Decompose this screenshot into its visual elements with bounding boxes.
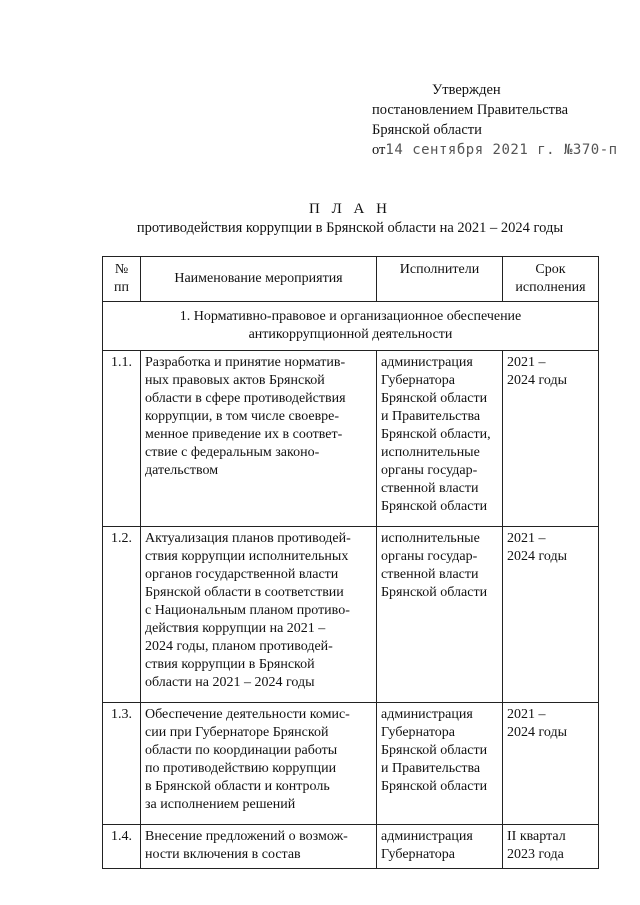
- document-title-block: [100, 200, 600, 238]
- row-number: [103, 825, 141, 869]
- row-activity-line: коррупции, в том числе своевре-: [145, 409, 340, 424]
- row-activity-line: в Брянской области и контроль: [145, 779, 330, 794]
- row-executors: [377, 527, 503, 703]
- row-number-line: 1.3.: [111, 707, 132, 722]
- row-term: [503, 527, 599, 703]
- row-executors-line: Губернатора: [381, 373, 456, 388]
- row-executors-line: Губернатора: [381, 725, 456, 740]
- approval-line-decree: постановлением Правительства: [372, 102, 569, 118]
- approval-date-stamp: 14 сентября 2021 г. №370-п: [385, 142, 618, 158]
- row-number: [103, 703, 141, 825]
- row-activity-line: ствия коррупции исполнительных: [145, 549, 349, 564]
- row-executors-line: Брянской области,: [381, 427, 491, 442]
- row-number-line: 1.2.: [111, 531, 132, 546]
- approval-line-date: [372, 140, 618, 160]
- row-executors-line: Брянской области: [381, 585, 488, 600]
- row-number-line: 1.1.: [111, 355, 132, 370]
- approval-line-region: Брянской области: [372, 122, 482, 138]
- row-executors-line: ственной власти: [381, 481, 479, 496]
- row-activity-line: по противодействию коррупции: [145, 761, 337, 776]
- row-activity-line: ных правовых актов Брянской: [145, 373, 325, 388]
- section-heading-line1: 1. Нормативно-правовое и организационное обеспечение: [179, 309, 522, 324]
- header-num: [103, 257, 141, 302]
- table-row: [103, 527, 599, 703]
- table-row: [103, 703, 599, 825]
- row-executors-line: администрация: [381, 829, 473, 844]
- row-activity-line: менное приведение их в соответ-: [145, 427, 343, 442]
- row-number: [103, 527, 141, 703]
- header-executors: Исполнители: [377, 257, 503, 302]
- row-term-line: 2024 годы: [507, 549, 568, 564]
- row-executors: [377, 825, 503, 869]
- row-activity: [141, 527, 377, 703]
- row-executors-line: Губернатора: [381, 847, 456, 862]
- row-activity-line: действия коррупции на 2021 –: [145, 621, 326, 636]
- row-term: [503, 351, 599, 527]
- header-term-line2: исполнения: [515, 280, 586, 295]
- header-num-line1: №: [114, 262, 129, 277]
- row-activity-line: Брянской области в соответствии: [145, 585, 344, 600]
- row-executors-line: Брянской области: [381, 743, 488, 758]
- row-executors-line: ственной власти: [381, 567, 479, 582]
- header-term-line1: Срок: [535, 262, 566, 277]
- row-term-line: 2024 годы: [507, 373, 568, 388]
- section-heading: [103, 302, 599, 351]
- approval-title: Утвержден: [432, 82, 501, 98]
- row-activity-line: дательством: [145, 463, 219, 478]
- row-number-line: 1.4.: [111, 829, 132, 844]
- row-activity-line: ствия коррупции в Брянской: [145, 657, 315, 672]
- row-executors: [377, 703, 503, 825]
- row-activity-line: с Национальным планом противо-: [145, 603, 350, 618]
- table-row: [103, 351, 599, 527]
- row-activity-line: Разработка и принятие норматив-: [145, 355, 346, 370]
- row-activity-line: области по координации работы: [145, 743, 338, 758]
- row-term: [503, 703, 599, 825]
- header-term: [503, 257, 599, 302]
- row-activity-line: области в сфере противодействия: [145, 391, 346, 406]
- row-activity-line: ности включения в состав: [145, 847, 301, 862]
- row-activity-line: ствие с федеральным законо-: [145, 445, 320, 460]
- document-subtitle: противодействия коррупции в Брянской области на 2021 – 2024 годы: [136, 220, 564, 236]
- table-row: [103, 825, 599, 869]
- row-term-line: 2021 –: [507, 707, 546, 722]
- row-activity-line: Внесение предложений о возмож-: [145, 829, 348, 844]
- row-executors-line: исполнительные: [381, 445, 480, 460]
- section-heading-line2: антикоррупционной деятельности: [248, 327, 453, 342]
- row-executors-line: Брянской области: [381, 499, 488, 514]
- approval-date-prefix: от: [372, 142, 386, 158]
- row-term-line: 2021 –: [507, 531, 546, 546]
- approval-block: [372, 80, 618, 160]
- table-header-row: [103, 257, 599, 302]
- row-activity-line: 2024 годы, планом противодей-: [145, 639, 333, 654]
- row-activity-line: области на 2021 – 2024 годы: [145, 675, 315, 690]
- row-executors-line: Брянской области: [381, 391, 488, 406]
- row-executors-line: и Правительства: [381, 409, 481, 424]
- row-activity: [141, 351, 377, 527]
- row-term-line: II квартал: [507, 829, 566, 844]
- row-term-line: 2024 годы: [507, 725, 568, 740]
- row-activity: [141, 825, 377, 869]
- row-term-line: 2023 года: [507, 847, 564, 862]
- row-activity-line: сии при Губернаторе Брянской: [145, 725, 329, 740]
- header-num-line2: пп: [114, 280, 129, 295]
- row-executors-line: органы государ-: [381, 463, 478, 478]
- row-executors-line: администрация: [381, 707, 473, 722]
- row-executors-line: Брянской области: [381, 779, 488, 794]
- row-executors-line: исполнительные: [381, 531, 480, 546]
- row-activity-line: Актуализация планов противодей-: [145, 531, 351, 546]
- row-activity-line: органов государственной власти: [145, 567, 339, 582]
- row-executors-line: органы государ-: [381, 549, 478, 564]
- row-number: [103, 351, 141, 527]
- row-activity-line: Обеспечение деятельности комис-: [145, 707, 350, 722]
- plan-table: [102, 256, 599, 869]
- section-row: [103, 302, 599, 351]
- row-term-line: 2021 –: [507, 355, 546, 370]
- row-activity: [141, 703, 377, 825]
- row-term: [503, 825, 599, 869]
- row-executors-line: и Правительства: [381, 761, 481, 776]
- row-executors: [377, 351, 503, 527]
- row-executors-line: администрация: [381, 355, 473, 370]
- header-name: Наименование мероприятия: [141, 257, 377, 302]
- document-title: П Л А Н: [309, 201, 391, 217]
- row-activity-line: за исполнением решений: [145, 797, 296, 812]
